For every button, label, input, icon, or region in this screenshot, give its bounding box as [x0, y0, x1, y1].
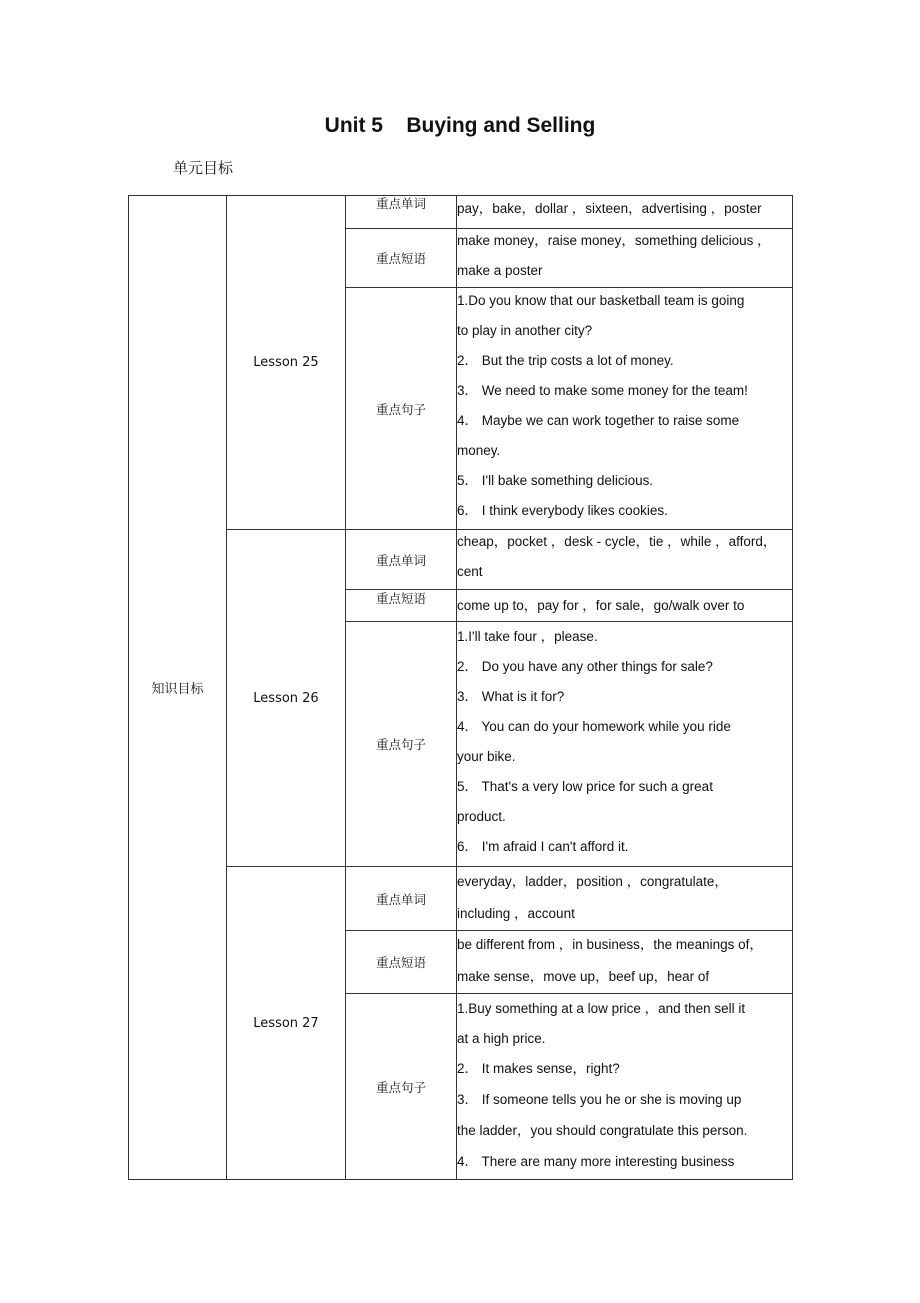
- content-line: 3． If someone tells you he or she is moving up: [457, 1091, 742, 1107]
- phrases-cell: [457, 229, 793, 288]
- content-line: 4． There are many more interesting business: [457, 1153, 735, 1169]
- content-line: cent: [457, 564, 483, 579]
- goal-label-cell: 知识目标: [129, 196, 227, 1180]
- content-line: come up to，pay for ，for sale，go/walk over to: [457, 597, 745, 613]
- sentences-cell: [457, 288, 793, 530]
- table-row: [129, 530, 793, 590]
- content-line: including ，account: [457, 905, 575, 921]
- content-line: 4． You can do your homework while you ride: [457, 719, 731, 734]
- content-line: 1.Buy something at a low price ，and then sell it: [457, 1000, 746, 1016]
- section-heading: 单元目标: [173, 159, 234, 177]
- content-line: 3． What is it for?: [457, 689, 565, 704]
- category-sentences: 重点句子: [346, 622, 457, 867]
- category-sentences: 重点句子: [346, 994, 457, 1180]
- sentences-cell: [457, 994, 793, 1180]
- words-cell: [457, 867, 793, 931]
- content-line: the ladder，you should congratulate this person.: [457, 1122, 748, 1138]
- phrases-cell: [457, 931, 793, 994]
- document-title: Unit 5 Buying and Selling: [324, 114, 596, 137]
- content-line: to play in another city?: [457, 323, 593, 338]
- category-label: 重点单词: [375, 196, 426, 211]
- table-row: [129, 867, 793, 931]
- unit-goals-table: [128, 195, 793, 1180]
- content-line: 1.Do you know that our basketball team is going: [457, 293, 745, 308]
- content-line: be different from ，in business，the meanings of，: [457, 936, 763, 952]
- content-line: 6． I'm afraid I can't afford it.: [457, 839, 629, 854]
- content-line: everyday，ladder，position ，congratulate，: [457, 873, 728, 889]
- content-line: 4． Maybe we can work together to raise some: [457, 413, 740, 428]
- content-line: 5． I'll bake something delicious.: [457, 473, 654, 488]
- words-cell: [457, 530, 793, 590]
- content-line: 5． That's a very low price for such a great: [457, 779, 713, 794]
- sentences-cell: [457, 622, 793, 867]
- content-line: 3． We need to make some money for the team!: [457, 383, 748, 398]
- words-cell: [457, 196, 793, 229]
- category-words: [346, 196, 457, 229]
- lesson-name: Lesson 26: [227, 530, 346, 867]
- category-phrases: 重点短语: [346, 931, 457, 994]
- content-line: make a poster: [457, 262, 543, 278]
- category-words: 重点单词: [346, 530, 457, 590]
- lesson-name: Lesson 27: [227, 867, 346, 1180]
- content-line: pay，bake，dollar ，sixteen，advertising ，poster: [457, 200, 762, 216]
- category-label: 重点短语: [375, 591, 426, 606]
- content-line: 2． But the trip costs a lot of money.: [457, 353, 674, 368]
- content-line: product.: [457, 809, 506, 824]
- table-row: [129, 196, 793, 229]
- content-line: 6． I think everybody likes cookies.: [457, 503, 668, 518]
- content-line: 2． It makes sense，right?: [457, 1060, 620, 1076]
- category-sentences: 重点句子: [346, 288, 457, 530]
- category-phrases: 重点短语: [346, 229, 457, 288]
- content-line: 1.I'll take four ，please.: [457, 629, 598, 644]
- content-line: at a high price.: [457, 1030, 546, 1046]
- content-line: your bike.: [457, 749, 516, 764]
- content-line: make money，raise money，something delicious ，: [457, 232, 771, 248]
- category-words: 重点单词: [346, 867, 457, 931]
- content-line: money.: [457, 443, 501, 458]
- phrases-cell: [457, 590, 793, 622]
- content-line: make sense，move up，beef up，hear of: [457, 968, 710, 984]
- content-line: 2． Do you have any other things for sale?: [457, 659, 713, 674]
- category-phrases: [346, 590, 457, 622]
- content-line: cheap，pocket ，desk - cycle，tie ，while ，afford，: [457, 534, 777, 549]
- lesson-name: Lesson 25: [227, 196, 346, 530]
